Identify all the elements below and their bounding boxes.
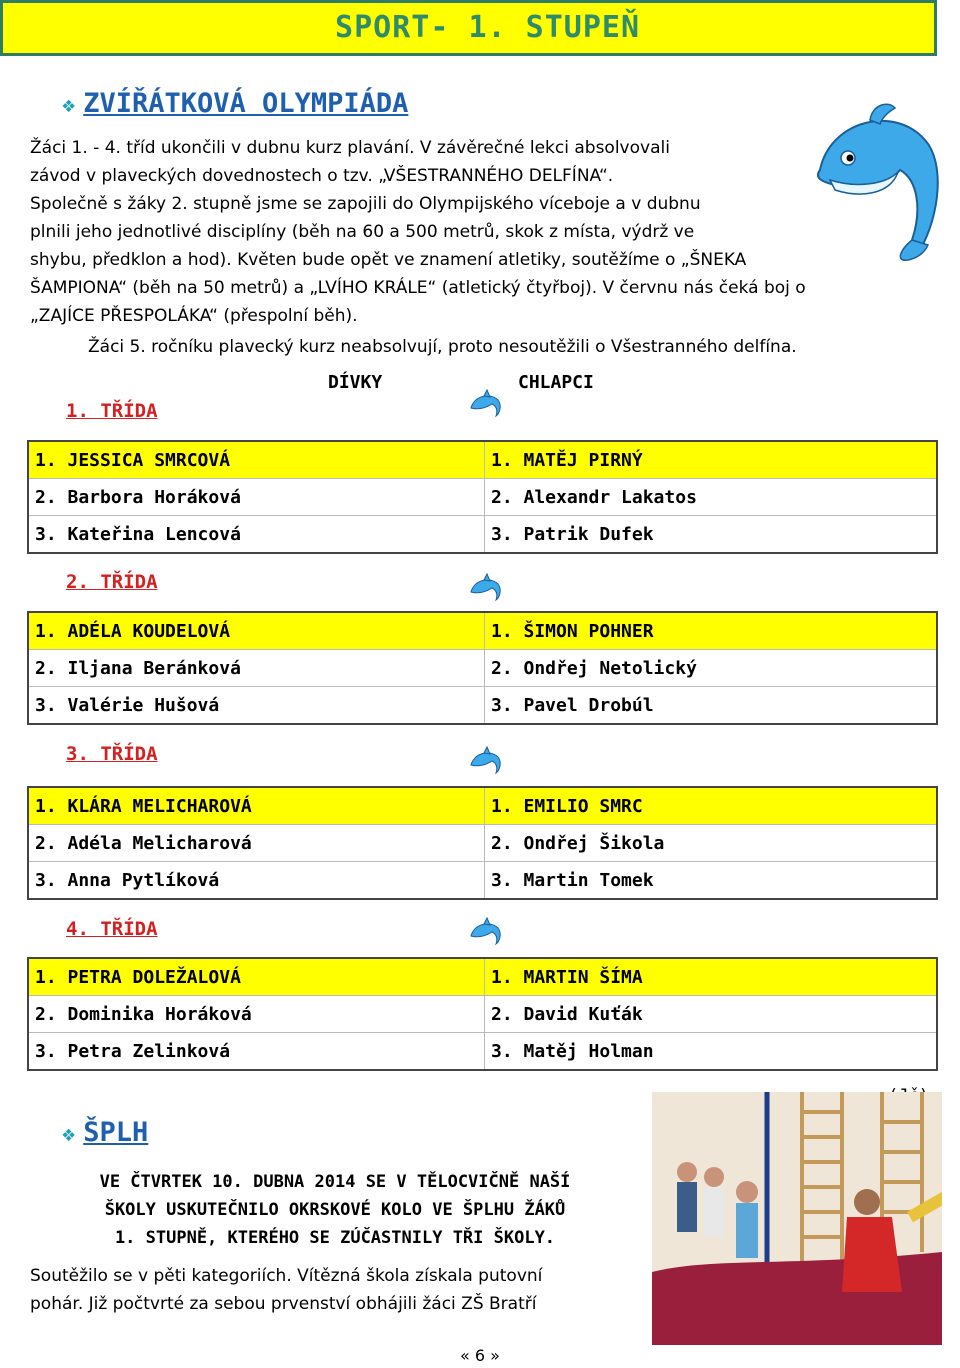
girl-cell: 2. Dominika Horáková xyxy=(28,996,485,1033)
boy-cell: 3. Patrik Dufek xyxy=(485,516,938,554)
gym-photo-illustration xyxy=(652,1092,942,1345)
class-title-4: 4. TŘÍDA xyxy=(66,918,158,940)
diamond-bullet-icon: ❖ xyxy=(62,1122,76,1147)
results-table-4 xyxy=(27,957,938,1071)
intro-paragraph xyxy=(30,134,800,246)
diamond-bullet-icon: ❖ xyxy=(62,93,76,118)
para-line: Společně s žáky 2. stupně jsme se zapojili do Olympijského víceboje a v dubnu xyxy=(30,194,701,214)
dolphin-icon xyxy=(468,745,504,775)
section-heading-olympiada xyxy=(62,88,408,119)
para-line: závod v plaveckých dovednostech o tzv. „VŠESTRANNÉHO DELFÍNA“. xyxy=(30,166,614,186)
results-table-2 xyxy=(27,611,938,725)
class-title-2: 2. TŘÍDA xyxy=(66,571,158,593)
section-heading-text: ZVÍŘÁTKOVÁ OLYMPIÁDA xyxy=(83,88,409,119)
para-line: „ZAJÍCE PŘESPOLÁKA“ (přespolní běh). xyxy=(30,306,358,326)
splh-paragraph xyxy=(30,1262,650,1318)
splh-announcement xyxy=(30,1168,640,1252)
para-line: shybu, předklon a hod). Květen bude opět ve znamení atletiky, soutěžíme o „ŠNEKA xyxy=(30,250,747,270)
dolphin-icon xyxy=(468,572,504,602)
banner-title: SPORT- 1. STUPEŇ xyxy=(335,10,640,45)
column-head-boys: CHLAPCI xyxy=(518,372,594,393)
header-banner xyxy=(0,0,937,56)
boy-cell: 1. MARTIN ŠÍMA xyxy=(485,958,938,996)
table-row xyxy=(28,687,937,725)
boy-cell: 2. Ondřej Netolický xyxy=(485,650,938,687)
para-line: Soutěžilo se v pěti kategoriích. Vítězná škola získala putovní xyxy=(30,1266,543,1286)
table-row xyxy=(28,650,937,687)
table-row xyxy=(28,996,937,1033)
intro-paragraph-cont xyxy=(30,246,940,330)
results-table-3 xyxy=(27,786,938,900)
dolphin-icon xyxy=(468,388,504,418)
table-row xyxy=(28,1033,937,1071)
girl-cell: 3. Petra Zelinková xyxy=(28,1033,485,1071)
boy-cell: 3. Martin Tomek xyxy=(485,862,938,900)
girl-cell: 1. KLÁRA MELICHAROVÁ xyxy=(28,787,485,825)
boy-cell: 1. MATĚJ PIRNÝ xyxy=(485,441,938,479)
girl-cell: 3. Anna Pytlíková xyxy=(28,862,485,900)
boy-cell: 2. Ondřej Šikola xyxy=(485,825,938,862)
announcement-line: ŠKOLY USKUTEČNILO OKRSKOVÉ KOLO VE ŠPLHU ŽÁKŮ xyxy=(104,1200,566,1220)
table-row xyxy=(28,612,937,650)
table-row xyxy=(28,479,937,516)
class-title-3: 3. TŘÍDA xyxy=(66,743,158,765)
table-row xyxy=(28,516,937,554)
boy-cell: 2. Alexandr Lakatos xyxy=(485,479,938,516)
table-row xyxy=(28,862,937,900)
girl-cell: 1. PETRA DOLEŽALOVÁ xyxy=(28,958,485,996)
boy-cell: 2. David Kuťák xyxy=(485,996,938,1033)
girl-cell: 2. Adéla Melicharová xyxy=(28,825,485,862)
dolphin-icon xyxy=(468,916,504,946)
results-table-1 xyxy=(27,440,938,554)
dolphin-illustration xyxy=(800,100,950,265)
para-line: pohár. Již počtvrté za sebou prvenství obhájili žáci ZŠ Bratří xyxy=(30,1294,537,1314)
section-heading-text: ŠPLH xyxy=(83,1117,149,1148)
table-row xyxy=(28,787,937,825)
girl-cell: 3. Valérie Hušová xyxy=(28,687,485,725)
note-paragraph: Žáci 5. ročníku plavecký kurz neabsolvují, proto nesoutěžili o Všestranného delfína. xyxy=(88,337,797,357)
girl-cell: 1. ADÉLA KOUDELOVÁ xyxy=(28,612,485,650)
column-head-girls: DÍVKY xyxy=(328,372,383,393)
para-line: plnili jeho jednotlivé disciplíny (běh na 60 a 500 metrů, skok z místa, výdrž ve xyxy=(30,222,695,242)
announcement-line: 1. STUPNĚ, KTERÉHO SE ZÚČASTNILY TŘI ŠKOLY. xyxy=(114,1228,556,1248)
announcement-line: VE ČTVRTEK 10. DUBNA 2014 SE V TĚLOCVIČNĚ NAŠÍ xyxy=(99,1172,571,1192)
class-title-1: 1. TŘÍDA xyxy=(66,400,158,422)
girl-cell: 1. JESSICA SMRCOVÁ xyxy=(28,441,485,479)
boy-cell: 1. EMILIO SMRC xyxy=(485,787,938,825)
gym-photo xyxy=(652,1092,942,1345)
table-row xyxy=(28,825,937,862)
table-row xyxy=(28,441,937,479)
section-heading-splh xyxy=(62,1117,148,1148)
para-line: ŠAMPIONA“ (běh na 50 metrů) a „LVÍHO KRÁLE“ (atletický čtyřboj). V červnu nás čeká boj o xyxy=(30,278,806,298)
page-number: « 6 » xyxy=(460,1346,500,1365)
girl-cell: 3. Kateřina Lencová xyxy=(28,516,485,554)
boy-cell: 3. Pavel Drobúl xyxy=(485,687,938,725)
boy-cell: 1. ŠIMON POHNER xyxy=(485,612,938,650)
para-line: Žáci 1. - 4. tříd ukončili v dubnu kurz plavání. V závěrečné lekci absolvovali xyxy=(30,138,670,158)
table-row xyxy=(28,958,937,996)
girl-cell: 2. Barbora Horáková xyxy=(28,479,485,516)
girl-cell: 2. Iljana Beránková xyxy=(28,650,485,687)
boy-cell: 3. Matěj Holman xyxy=(485,1033,938,1071)
